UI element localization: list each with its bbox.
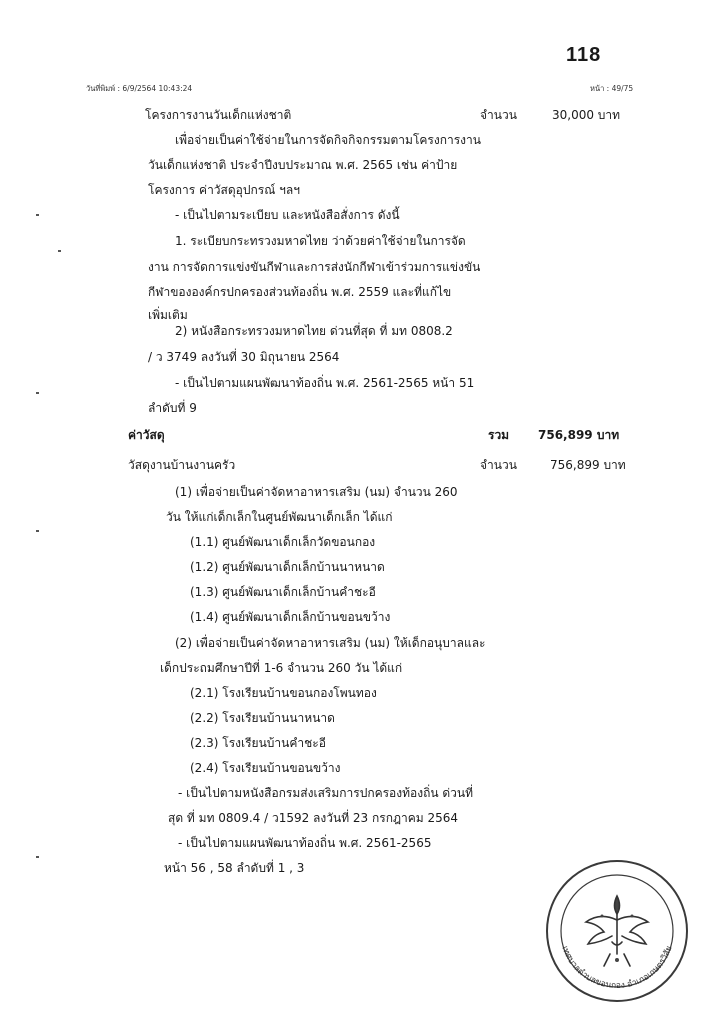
household-line: (2.3) โรงเรียนบ้านคำชะอี bbox=[190, 736, 326, 750]
household-line: (2.4) โรงเรียนบ้านขอนขว้าง bbox=[190, 761, 341, 775]
household-line: (1.1) ศูนย์พัฒนาเด็กเล็กวัดขอนกอง bbox=[190, 535, 376, 549]
household-line: (2) เพื่อจ่ายเป็นค่าจัดหาอาหารเสริม (นม) ให้เด็กอนุบาลและ bbox=[175, 636, 486, 650]
household-line: (2.2) โรงเรียนบ้านนาหนาด bbox=[190, 711, 335, 725]
household-amount-label: จำนวน bbox=[480, 458, 517, 472]
project-line: เพิ่มเติม bbox=[148, 308, 188, 322]
project-line: - เป็นไปตามระเบียบ และหนังสือสั่งการ ดังนี้ bbox=[175, 208, 400, 222]
project-line: เพื่อจ่ายเป็นค่าใช้จ่ายในการจัดกิจกิจกรรมตามโครงการงาน bbox=[175, 133, 481, 147]
household-line: (2.1) โรงเรียนบ้านขอนกองโพนทอง bbox=[190, 686, 377, 700]
household-line: (1.2) ศูนย์พัฒนาเด็กเล็กบ้านนาหนาด bbox=[190, 560, 385, 574]
household-line: (1.4) ศูนย์พัฒนาเด็กเล็กบ้านขอนขว้าง bbox=[190, 610, 391, 624]
household-line: เด็กประถมศึกษาปีที่ 1-6 จำนวน 260 วัน ได้แก่ bbox=[160, 661, 403, 675]
project-line: 1. ระเบียบกระทรวงมหาดไทย ว่าด้วยค่าใช้จ่ายในการจัด bbox=[175, 234, 466, 248]
household-line: - เป็นไปตามแผนพัฒนาท้องถิ่น พ.ศ. 2561-2565 bbox=[178, 836, 432, 850]
household-amount: 756,899 บาท bbox=[550, 458, 626, 472]
project-line: วันเด็กแห่งชาติ ประจำปีงบประมาณ พ.ศ. 2565 เช่น ค่าป้าย bbox=[148, 158, 458, 172]
project-line: / ว 3749 ลงวันที่ 30 มิถุนายน 2564 bbox=[148, 350, 340, 364]
project-amount-label: จำนวน bbox=[480, 108, 517, 122]
print-date: วันที่พิมพ์ : 6/9/2564 10:43:24 bbox=[86, 84, 193, 93]
household-line: สุด ที่ มท 0809.4 / ว1592 ลงวันที่ 23 กรกฎาคม 2564 bbox=[168, 811, 459, 825]
scan-mark bbox=[58, 250, 61, 252]
scan-mark bbox=[36, 214, 39, 216]
scan-mark bbox=[36, 392, 39, 394]
scan-mark bbox=[36, 856, 39, 858]
scan-mark bbox=[36, 530, 39, 532]
seal-graphic bbox=[542, 856, 692, 1006]
household-line: (1.3) ศูนย์พัฒนาเด็กเล็กบ้านคำชะอี bbox=[190, 585, 376, 599]
seal-text: เทศบาลตำบลขอนกอง อำเภอเกษตรวิสัย bbox=[559, 944, 675, 992]
project-line: กีฬาขององค์กรปกครองส่วนท้องถิ่น พ.ศ. 2559 และที่แก้ไข bbox=[148, 285, 452, 299]
materials-total-label: รวม bbox=[488, 428, 510, 442]
household-line: (1) เพื่อจ่ายเป็นค่าจัดหาอาหารเสริม (นม) จำนวน 260 bbox=[175, 485, 458, 499]
project-title: โครงการงานวันเด็กแห่งชาติ bbox=[145, 108, 292, 122]
project-line: งาน การจัดการแข่งขันกีฬาและการส่งนักกีฬาเข้าร่วมการแข่งขัน bbox=[148, 260, 481, 274]
project-line: โครงการ ค่าวัสดุอุปกรณ์ ฯลฯ bbox=[148, 183, 300, 197]
household-line: วัน ให้แก่เด็กเล็กในศูนย์พัฒนาเด็กเล็ก ได้แก่ bbox=[166, 510, 393, 524]
materials-total: 756,899 บาท bbox=[538, 428, 620, 442]
project-line: ลำดับที่ 9 bbox=[148, 401, 197, 415]
project-line: 2) หนังสือกระทรวงมหาดไทย ด่วนที่สุด ที่ มท 0808.2 bbox=[175, 324, 453, 338]
household-title: วัสดุงานบ้านงานครัว bbox=[128, 458, 236, 472]
project-line: - เป็นไปตามแผนพัฒนาท้องถิ่น พ.ศ. 2561-2565 หน้า 51 bbox=[175, 376, 475, 390]
household-line: หน้า 56 , 58 ลำดับที่ 1 , 3 bbox=[164, 861, 305, 875]
page-reference: หน้า : 49/75 bbox=[590, 84, 634, 93]
page-number: 118 bbox=[566, 44, 602, 66]
household-line: - เป็นไปตามหนังสือกรมส่งเสริมการปกครองท้องถิ่น ด่วนที่ bbox=[178, 786, 474, 800]
materials-title: ค่าวัสดุ bbox=[128, 428, 165, 442]
project-amount: 30,000 บาท bbox=[552, 108, 621, 122]
official-seal-stamp bbox=[542, 856, 692, 1006]
